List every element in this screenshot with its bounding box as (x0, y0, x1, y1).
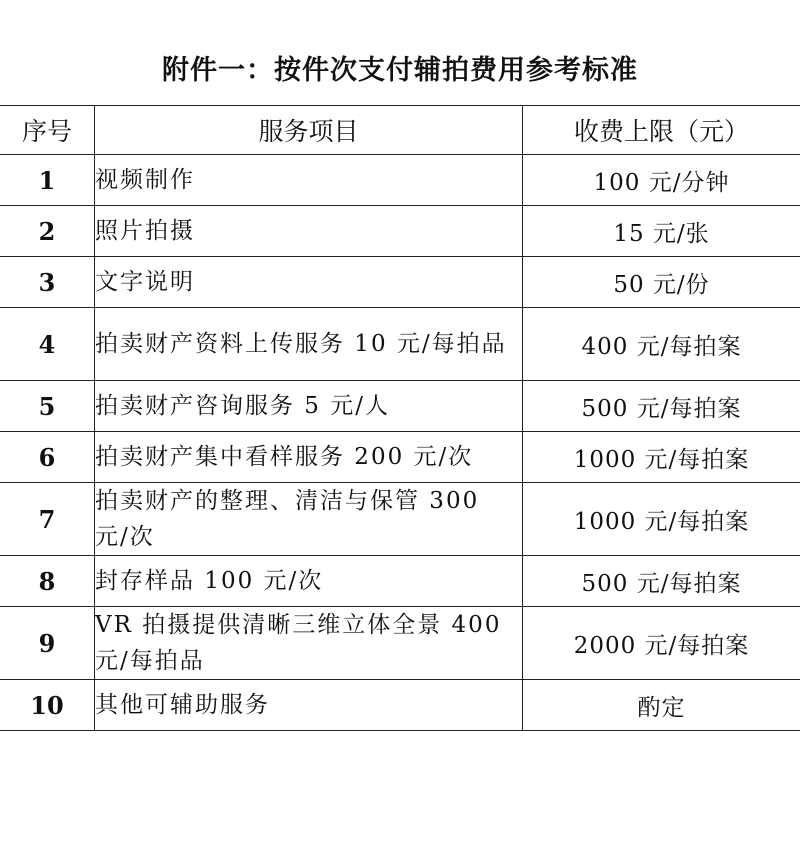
fee-table (0, 105, 800, 731)
row-number: 3 (0, 257, 95, 308)
table-row (0, 155, 800, 206)
header-fee-limit: 收费上限（元） (523, 106, 800, 155)
header-service-item: 服务项目 (95, 106, 523, 155)
table-header-row (0, 106, 800, 155)
row-number: 5 (0, 381, 95, 432)
table-row (0, 556, 800, 607)
row-number: 2 (0, 206, 95, 257)
row-number: 4 (0, 308, 95, 381)
row-number: 10 (0, 680, 95, 731)
row-service: 照片拍摄 (95, 206, 523, 257)
table-row (0, 308, 800, 381)
row-fee: 1000 元/每拍案 (523, 483, 800, 556)
row-number: 7 (0, 483, 95, 556)
table-row (0, 680, 800, 731)
row-number: 9 (0, 607, 95, 680)
row-fee: 400 元/每拍案 (523, 308, 800, 381)
row-fee: 1000 元/每拍案 (523, 432, 800, 483)
row-fee: 500 元/每拍案 (523, 556, 800, 607)
row-service: 其他可辅助服务 (95, 680, 523, 731)
table-row (0, 432, 800, 483)
row-service: 文字说明 (95, 257, 523, 308)
row-number: 6 (0, 432, 95, 483)
row-fee: 2000 元/每拍案 (523, 607, 800, 680)
row-service: 视频制作 (95, 155, 523, 206)
row-number: 8 (0, 556, 95, 607)
row-fee: 15 元/张 (523, 206, 800, 257)
row-service: 拍卖财产咨询服务 5 元/人 (95, 381, 523, 432)
row-fee: 50 元/份 (523, 257, 800, 308)
table-row (0, 257, 800, 308)
table-row (0, 206, 800, 257)
row-fee: 酌定 (523, 680, 800, 731)
table-row (0, 381, 800, 432)
row-fee: 500 元/每拍案 (523, 381, 800, 432)
row-fee: 100 元/分钟 (523, 155, 800, 206)
row-service: 拍卖财产集中看样服务 200 元/次 (95, 432, 523, 483)
header-serial-number: 序号 (0, 106, 95, 155)
document-title: 附件一：按件次支付辅拍费用参考标准 (162, 55, 638, 86)
table-row (0, 607, 800, 680)
row-number: 1 (0, 155, 95, 206)
row-service: 拍卖财产资料上传服务 10 元/每拍品 (95, 308, 523, 381)
table-row (0, 483, 800, 556)
row-service: 拍卖财产的整理、清洁与保管 300 元/次 (95, 483, 523, 556)
row-service: VR 拍摄提供清晰三维立体全景 400 元/每拍品 (95, 607, 523, 680)
row-service: 封存样品 100 元/次 (95, 556, 523, 607)
